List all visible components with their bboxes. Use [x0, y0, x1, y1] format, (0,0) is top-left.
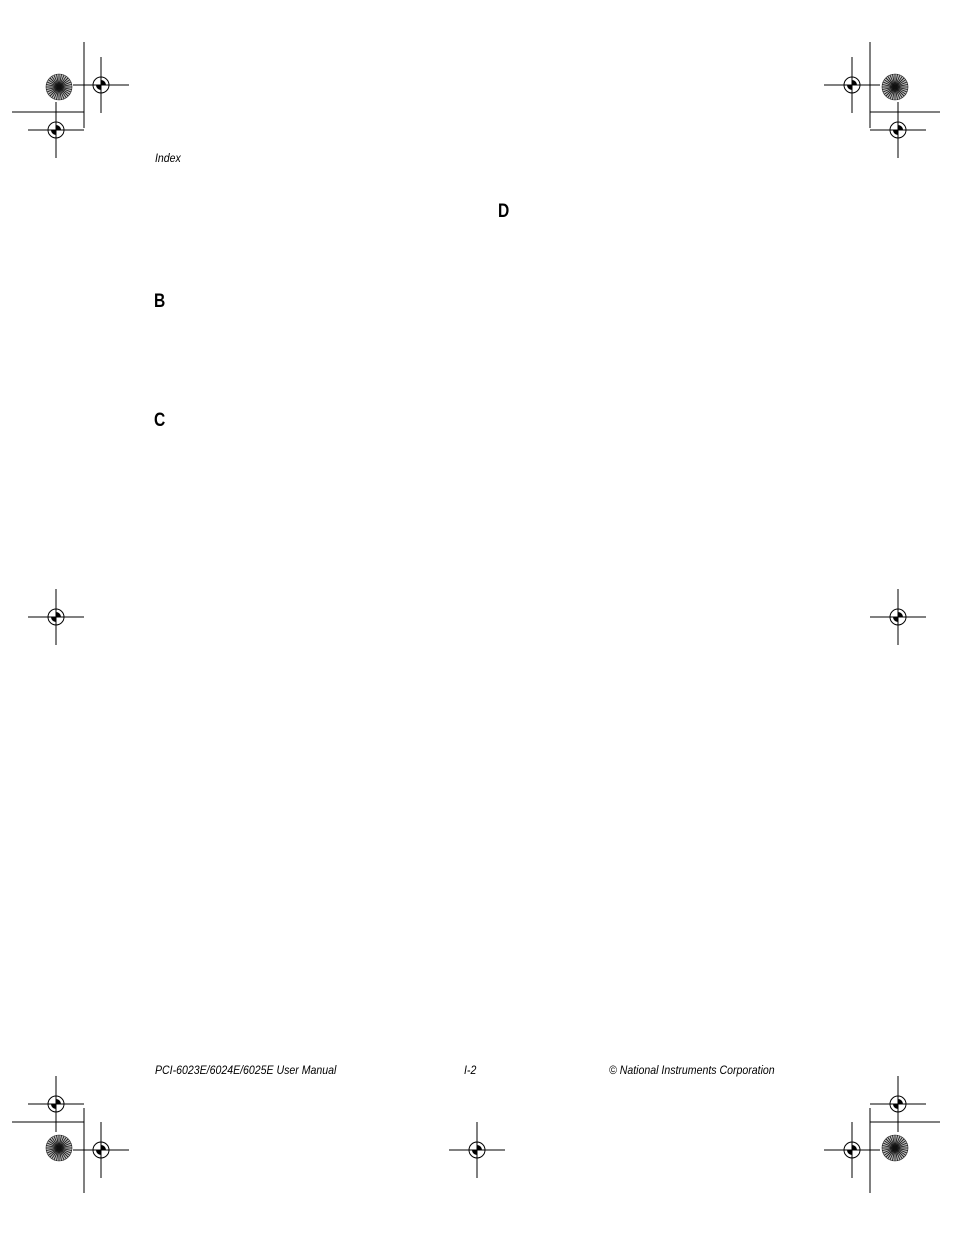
footer-page-number: I-2: [464, 1063, 477, 1077]
section-heading-d: D: [498, 201, 510, 222]
footer-copyright: © National Instruments Corporation: [609, 1063, 775, 1077]
section-heading-b: B: [154, 291, 166, 312]
section-heading-c: C: [154, 410, 166, 431]
running-head: Index: [155, 151, 181, 165]
footer-manual-title: PCI-6023E/6024E/6025E User Manual: [155, 1063, 337, 1077]
